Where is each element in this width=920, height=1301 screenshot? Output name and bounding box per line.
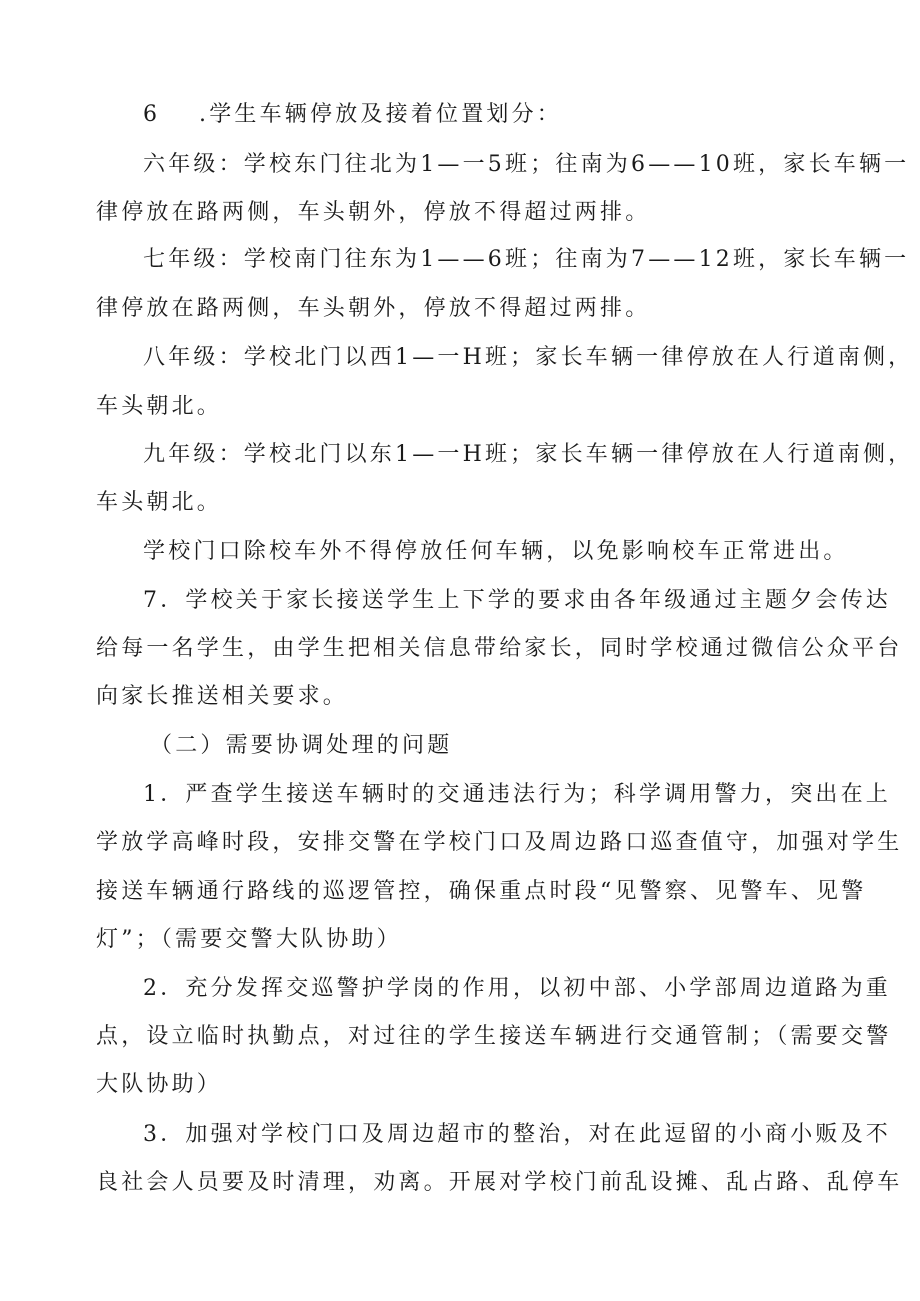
issue-3-line-1: 3．加强对学校门口及周边超市的整治，对在此逗留的小商小贩及不 <box>143 1122 891 1147</box>
issue-1-line-4: 灯”；（需要交警大队协助） <box>96 927 402 952</box>
issue-1-line-3: 接送车辆通行路线的巡逻管控，确保重点时段“见警察、见警车、见警 <box>96 879 867 904</box>
grade-7-line-2: 律停放在路两侧，车头朝外，停放不得超过两排。 <box>96 296 651 321</box>
issue-3-line-2: 良社会人员要及时清理，劝离。开展对学校门前乱设摊、乱占路、乱停车 <box>96 1170 903 1195</box>
issue-1-line-2: 学放学高峰时段，安排交警在学校门口及周边路口巡查值守，加强对学生 <box>96 830 903 855</box>
grade-8-line-2: 车头朝北。 <box>96 394 223 419</box>
item-6-heading <box>0 100 562 130</box>
item-7-line-2: 给每一名学生，由学生把相关信息带给家长，同时学校通过微信公众平台 <box>96 636 903 661</box>
issue-2-line-1: 2．充分发挥交巡警护学岗的作用，以初中部、小学部周边道路为重 <box>143 976 891 1001</box>
grade-6-line-1: 六年级：学校东门往北为1—一5班；往南为6——10班，家长车辆一 <box>143 152 910 177</box>
grade-6-line-2: 律停放在路两侧，车头朝外，停放不得超过两排。 <box>96 200 651 225</box>
issue-2-line-3: 大队协助） <box>96 1072 223 1097</box>
item-7-line-1: 7．学校关于家长接送学生上下学的要求由各年级通过主题夕会传达 <box>143 588 891 613</box>
grade-8-line-1: 八年级：学校北门以西1—一H班；家长车辆一律停放在人行道南侧， <box>143 345 914 370</box>
grade-7-line-1: 七年级：学校南门往东为1——6班；往南为7——12班，家长车辆一 <box>143 247 910 272</box>
item-7-line-3: 向家长推送相关要求。 <box>96 684 349 709</box>
issue-1-line-1: 1．严查学生接送车辆时的交通违法行为；科学调用警力，突出在上 <box>143 782 891 807</box>
item-6-number: 6 <box>143 102 157 127</box>
section-2-title: （二）需要协调处理的问题 <box>150 733 453 758</box>
issue-2-line-2: 点，设立临时执勤点，对过往的学生接送车辆进行交通管制；（需要交警 <box>96 1024 892 1049</box>
item-6-text: .学生车辆停放及接着位置划分： <box>199 102 562 127</box>
grade-9-line-1: 九年级：学校北门以东1—一H班；家长车辆一律停放在人行道南侧， <box>143 442 914 467</box>
gate-rule: 学校门口除校车外不得停放任何车辆，以免影响校车正常进出。 <box>143 539 849 564</box>
grade-9-line-2: 车头朝北。 <box>96 490 223 515</box>
